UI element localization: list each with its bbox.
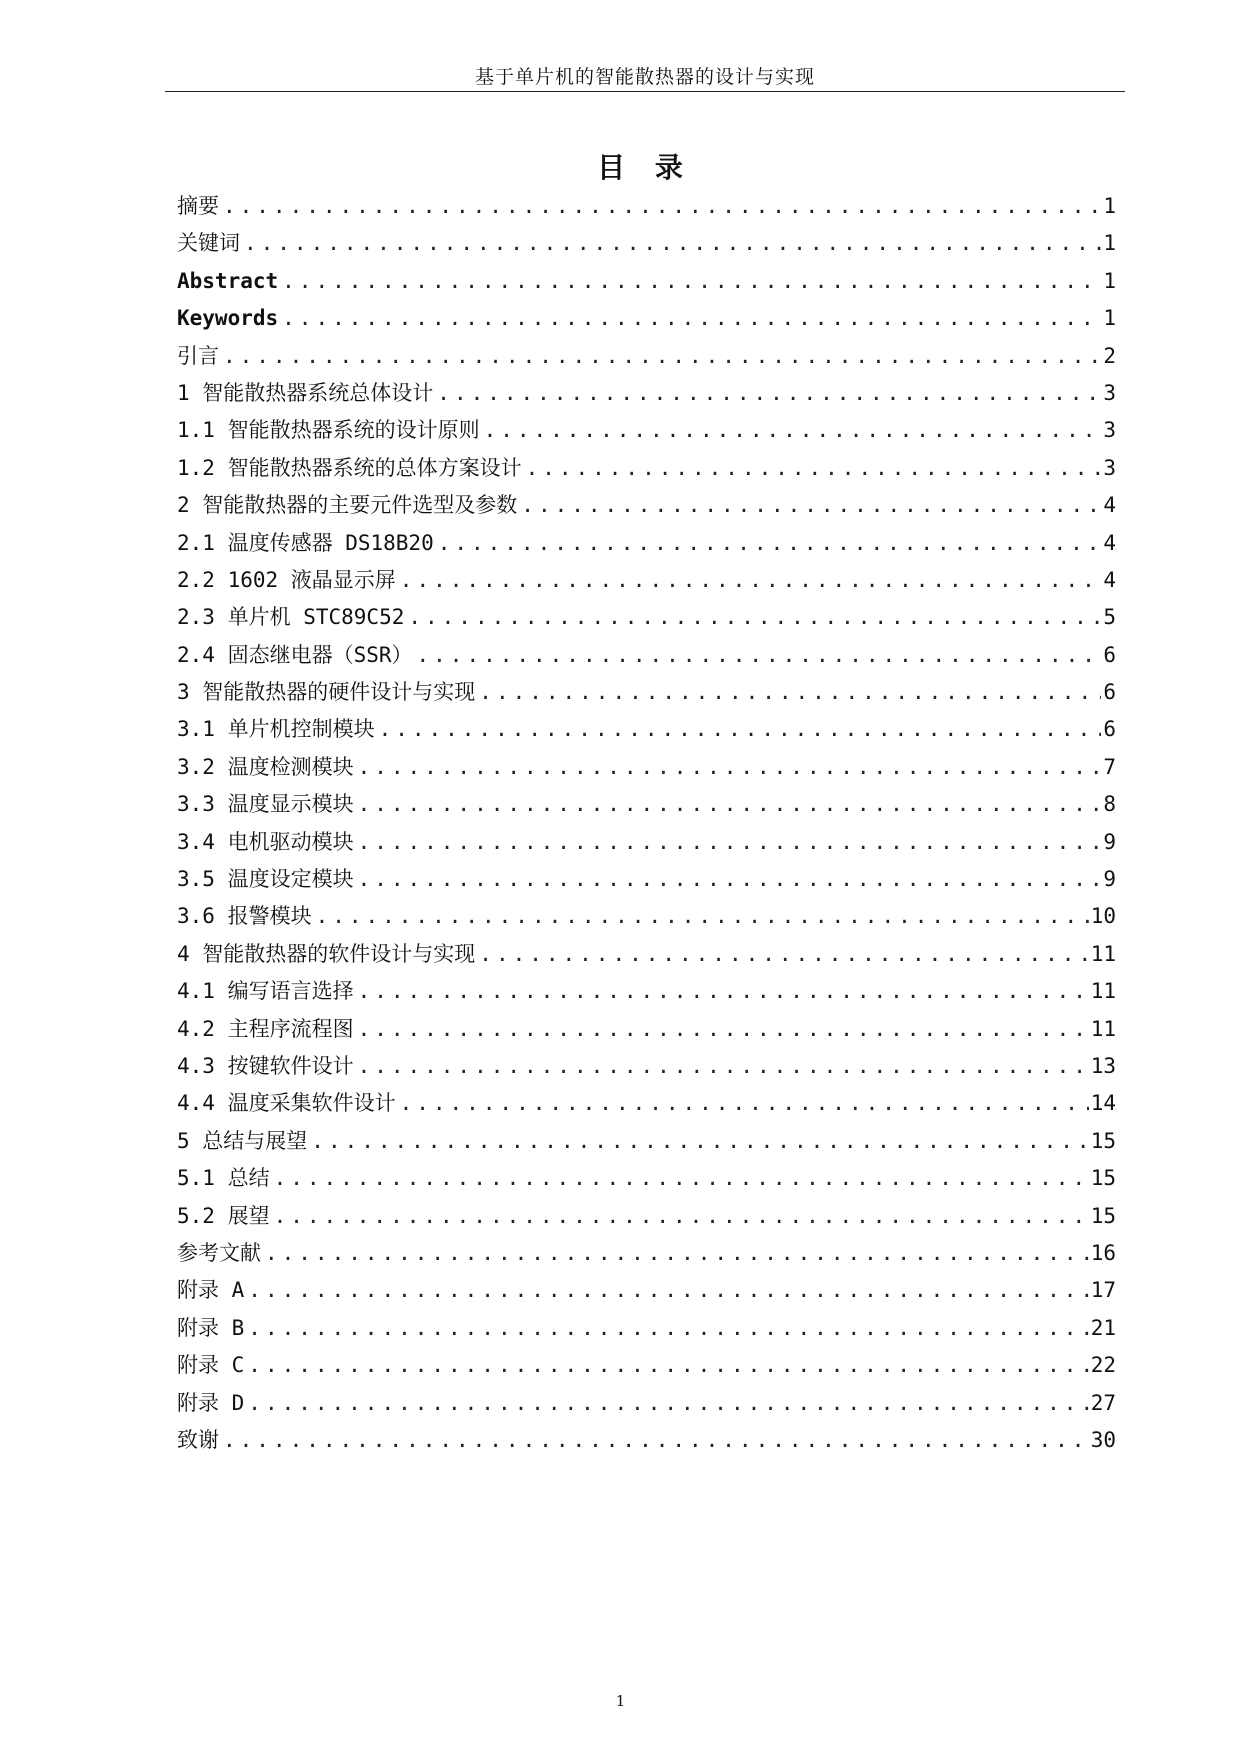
toc-entry-page: 17 [1090, 1278, 1116, 1303]
toc-entry-title: 附录 C [177, 1353, 245, 1378]
toc-entry[interactable] [177, 225, 1116, 262]
toc-entry-title: 4 智能散热器的软件设计与实现 [177, 941, 476, 966]
toc-entry[interactable] [177, 525, 1116, 562]
toc-entry[interactable] [177, 263, 1116, 300]
dot-leader [526, 450, 1102, 487]
toc-entry-page: 11 [1090, 1016, 1116, 1041]
toc-entry-page: 11 [1090, 941, 1116, 966]
toc-entry-page: 3 [1103, 455, 1116, 480]
toc-entry[interactable] [177, 1235, 1116, 1272]
toc-entry-title: 引言 [177, 343, 219, 368]
toc-entry-page: 1 [1103, 306, 1116, 331]
toc-entry[interactable] [177, 898, 1116, 935]
dot-leader [521, 487, 1101, 524]
toc-title: 目 录 [597, 151, 693, 184]
toc-entry-page: 2 [1103, 343, 1116, 368]
toc-entry-title: 5 总结与展望 [177, 1128, 308, 1153]
toc-entry-title: 4.3 按键软件设计 [177, 1053, 354, 1078]
dot-leader [358, 749, 1102, 786]
dot-leader [358, 861, 1102, 898]
toc-entry-title: 致谢 [177, 1427, 219, 1452]
toc-entry[interactable] [177, 674, 1116, 711]
header-divider [165, 91, 1125, 92]
toc-entry-title: 2.4 固态继电器（SSR） [177, 642, 413, 667]
toc-entry-title: 1.2 智能散热器系统的总体方案设计 [177, 455, 522, 480]
dot-leader [248, 1385, 1088, 1422]
dot-leader [265, 1235, 1089, 1272]
toc-entry[interactable] [177, 936, 1116, 973]
toc-entry-page: 6 [1103, 717, 1116, 742]
toc-entry-page: 15 [1090, 1203, 1116, 1228]
toc-entry-title: 3.4 电机驱动模块 [177, 829, 354, 854]
toc-entry-page: 4 [1103, 530, 1116, 555]
toc-entry[interactable] [177, 1048, 1116, 1085]
toc-entry-page: 1 [1103, 194, 1116, 218]
toc-entry-title: 2.3 单片机 STC89C52 [177, 605, 405, 630]
dot-leader [248, 1272, 1088, 1309]
dot-leader [400, 562, 1102, 599]
toc-entry-title: 5.2 展望 [177, 1203, 270, 1228]
dot-leader [479, 674, 1101, 711]
dot-leader [248, 1310, 1088, 1347]
toc-entry-title: Abstract [177, 268, 279, 293]
toc-entry[interactable] [177, 562, 1116, 599]
dot-leader [311, 1123, 1088, 1160]
toc-entry-title: 附录 A [177, 1278, 245, 1303]
toc-entry-title: 2.2 1602 液晶显示屏 [177, 567, 396, 592]
toc-entry-page: 16 [1090, 1240, 1116, 1265]
toc-entry-title: 4.4 温度采集软件设计 [177, 1091, 396, 1116]
toc-entry-title: 关键词 [177, 231, 240, 256]
toc-entry[interactable] [177, 1123, 1116, 1160]
dot-leader [282, 300, 1101, 337]
toc-entry-page: 6 [1103, 680, 1116, 705]
toc-entry[interactable] [177, 450, 1116, 487]
toc-entry-page: 9 [1103, 867, 1116, 892]
toc-entry-title: 5.1 总结 [177, 1166, 270, 1191]
toc-entry-title: 附录 B [177, 1315, 245, 1340]
dot-leader [316, 898, 1089, 935]
dot-leader [437, 375, 1101, 412]
toc-entry[interactable] [177, 824, 1116, 861]
dot-leader [248, 1347, 1088, 1384]
toc-entry-page: 3 [1103, 380, 1116, 405]
toc-entry-page: 7 [1103, 754, 1116, 779]
dot-leader [379, 711, 1102, 748]
toc-entry-page: 9 [1103, 829, 1116, 854]
toc-entry-page: 4 [1103, 567, 1116, 592]
toc-entry[interactable] [177, 973, 1116, 1010]
toc-entry[interactable] [177, 487, 1116, 524]
toc-entry-title: 3.1 单片机控制模块 [177, 717, 375, 742]
toc-entry-page: 1 [1103, 268, 1116, 293]
dot-leader [244, 225, 1101, 262]
toc-entry[interactable] [177, 375, 1116, 412]
toc-entry[interactable] [177, 749, 1116, 786]
toc-entry[interactable] [177, 1160, 1116, 1197]
toc-entry-page: 11 [1090, 979, 1116, 1004]
toc-entry-title: Keywords [177, 306, 279, 331]
toc-entry-page: 30 [1090, 1427, 1116, 1452]
toc-entry-page: 15 [1090, 1128, 1116, 1153]
dot-leader [479, 936, 1088, 973]
toc-entry-title: 4.1 编写语言选择 [177, 979, 354, 1004]
toc-entry[interactable] [177, 1198, 1116, 1235]
dot-leader [400, 1085, 1089, 1122]
toc-entry[interactable] [177, 637, 1116, 674]
toc-entry-page: 21 [1090, 1315, 1116, 1340]
dot-leader [438, 525, 1102, 562]
toc-entry-title: 1 智能散热器系统总体设计 [177, 380, 434, 405]
toc-entry-title: 3.2 温度检测模块 [177, 754, 354, 779]
toc-entry[interactable] [177, 1422, 1116, 1459]
toc-entry-title: 2 智能散热器的主要元件选型及参数 [177, 493, 518, 518]
toc-entry-page: 1 [1103, 231, 1116, 256]
dot-leader [358, 824, 1102, 861]
dot-leader [223, 1422, 1089, 1459]
toc-entry-title: 3.5 温度设定模块 [177, 867, 354, 892]
toc-entry-page: 10 [1090, 904, 1116, 929]
dot-leader [358, 786, 1102, 823]
dot-leader [358, 1048, 1089, 1085]
toc-entry-title: 附录 D [177, 1390, 245, 1415]
toc-entry-title: 3 智能散热器的硬件设计与实现 [177, 680, 476, 705]
toc-entry[interactable] [177, 599, 1116, 636]
dot-leader [223, 338, 1101, 375]
toc-entry[interactable] [177, 412, 1116, 449]
toc-entry-page: 27 [1090, 1390, 1116, 1415]
toc-entry-title: 4.2 主程序流程图 [177, 1016, 354, 1041]
toc-entry-page: 8 [1103, 792, 1116, 817]
toc-entry-title: 参考文献 [177, 1240, 261, 1265]
toc-entry[interactable] [177, 188, 1116, 225]
toc-entry-title: 3.3 温度显示模块 [177, 792, 354, 817]
toc-entry[interactable] [177, 1347, 1116, 1384]
toc-entry[interactable] [177, 1011, 1116, 1048]
toc-entry-page: 3 [1103, 418, 1116, 443]
dot-leader [274, 1198, 1089, 1235]
table-of-contents [177, 188, 1116, 1459]
dot-leader [408, 599, 1101, 636]
toc-entry[interactable] [177, 861, 1116, 898]
toc-entry-page: 14 [1090, 1091, 1116, 1116]
toc-entry[interactable] [177, 1310, 1116, 1347]
toc-entry-page: 13 [1090, 1053, 1116, 1078]
toc-entry[interactable] [177, 338, 1116, 375]
toc-entry-page: 4 [1103, 493, 1116, 518]
toc-entry-title: 摘要 [177, 194, 219, 218]
toc-entry[interactable] [177, 1385, 1116, 1422]
dot-leader [417, 637, 1102, 674]
toc-entry[interactable] [177, 1272, 1116, 1309]
toc-entry[interactable] [177, 786, 1116, 823]
toc-entry[interactable] [177, 711, 1116, 748]
toc-entry-title: 2.1 温度传感器 DS18B20 [177, 530, 434, 555]
toc-entry-page: 22 [1090, 1353, 1116, 1378]
toc-entry[interactable] [177, 1085, 1116, 1122]
toc-entry-page: 6 [1103, 642, 1116, 667]
dot-leader [358, 973, 1089, 1010]
toc-entry[interactable] [177, 300, 1116, 337]
toc-entry-title: 3.6 报警模块 [177, 904, 312, 929]
toc-entry-page: 15 [1090, 1166, 1116, 1191]
dot-leader [484, 412, 1102, 449]
dot-leader [358, 1011, 1089, 1048]
running-header: 基于单片机的智能散热器的设计与实现 [474, 66, 815, 88]
dot-leader [223, 188, 1101, 225]
toc-entry-page: 5 [1103, 605, 1116, 630]
page-number: 1 [615, 1692, 626, 1710]
dot-leader [274, 1160, 1089, 1197]
dot-leader [282, 263, 1101, 300]
toc-entry-title: 1.1 智能散热器系统的设计原则 [177, 418, 480, 443]
